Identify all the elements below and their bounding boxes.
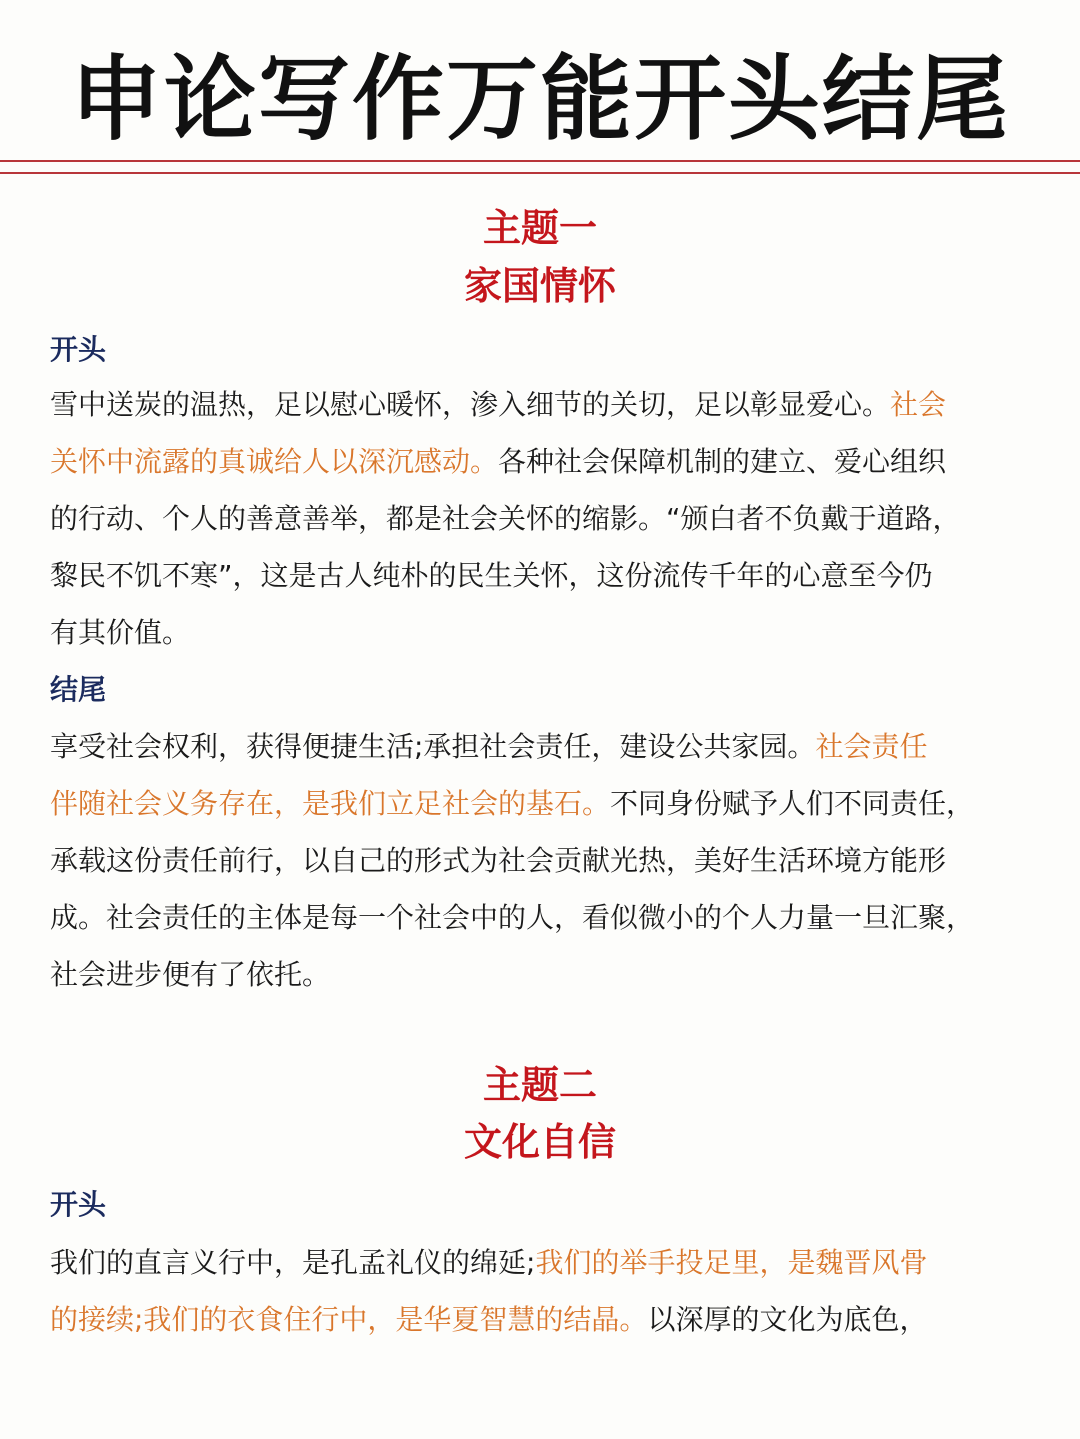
section-paragraph (50, 1234, 1060, 1348)
theme-number: 主题二 (482, 1063, 597, 1107)
divider-line (0, 172, 1080, 174)
body-text: 黎民不饥不寒”，这是古人纯朴的民生关怀，这份流传千年的心意至今仍 (50, 559, 933, 592)
body-text: 不同身份赋予人们不同责任， (610, 787, 975, 820)
text-line (50, 490, 1060, 547)
highlighted-text: 伴随社会义务存在，是我们立足社会的基石。 (50, 787, 611, 820)
text-line (50, 547, 1060, 604)
body-text: 社会进步便有了依托。 (50, 958, 331, 991)
highlighted-text: 社会责任 (815, 730, 928, 763)
text-line (50, 718, 1060, 775)
text-line (50, 946, 1060, 1003)
highlighted-text: 关怀中流露的真诚给人以深沉感动。 (50, 445, 499, 478)
body-text: 有其价值。 (50, 616, 191, 649)
text-line (50, 889, 1060, 946)
highlighted-text: 我们的举手投足里，是魏晋风骨 (535, 1246, 928, 1279)
section-label: 结尾 (50, 673, 107, 706)
section-paragraph (50, 718, 1060, 1003)
theme-name: 文化自信 (463, 1120, 616, 1164)
text-line (50, 1291, 1060, 1348)
section-label: 开头 (50, 333, 107, 366)
text-line (50, 1234, 1060, 1291)
page-title: 申论写作万能开头结尾 (69, 46, 1010, 153)
theme-number: 主题一 (482, 206, 597, 250)
body-text: 各种社会保障机制的建立、爱心组织 (498, 445, 947, 478)
section-paragraph (50, 376, 1060, 661)
highlighted-text: 社会 (890, 388, 947, 421)
body-text: 承载这份责任前行，以自己的形式为社会贡献光热，美好生活环境方能形 (50, 844, 947, 877)
text-line (50, 376, 1060, 433)
highlighted-text: 的接续;我们的衣食住行中，是华夏智慧的结晶。 (50, 1303, 648, 1336)
body-text: 的行动、个人的善意善举，都是社会关怀的缩影。“颁白者不负戴于道路， (50, 502, 961, 535)
body-text: 我们的直言义行中，是孔孟礼仪的绵延; (50, 1246, 536, 1279)
text-line (50, 832, 1060, 889)
theme-name: 家国情怀 (463, 264, 616, 308)
text-line (50, 775, 1060, 832)
section-label: 开头 (50, 1188, 107, 1221)
text-line (50, 604, 1060, 661)
divider-line (0, 160, 1080, 162)
text-line (50, 433, 1060, 490)
body-text: 以深厚的文化为底色， (647, 1303, 928, 1336)
body-text: 成。社会责任的主体是每一个社会中的人，看似微小的个人力量一旦汇聚， (50, 901, 975, 934)
body-text: 雪中送炭的温热，足以慰心暖怀，渗入细节的关切，足以彰显爱心。 (50, 388, 891, 421)
body-text: 享受社会权利，获得便捷生活;承担社会责任，建设公共家园。 (50, 730, 816, 763)
